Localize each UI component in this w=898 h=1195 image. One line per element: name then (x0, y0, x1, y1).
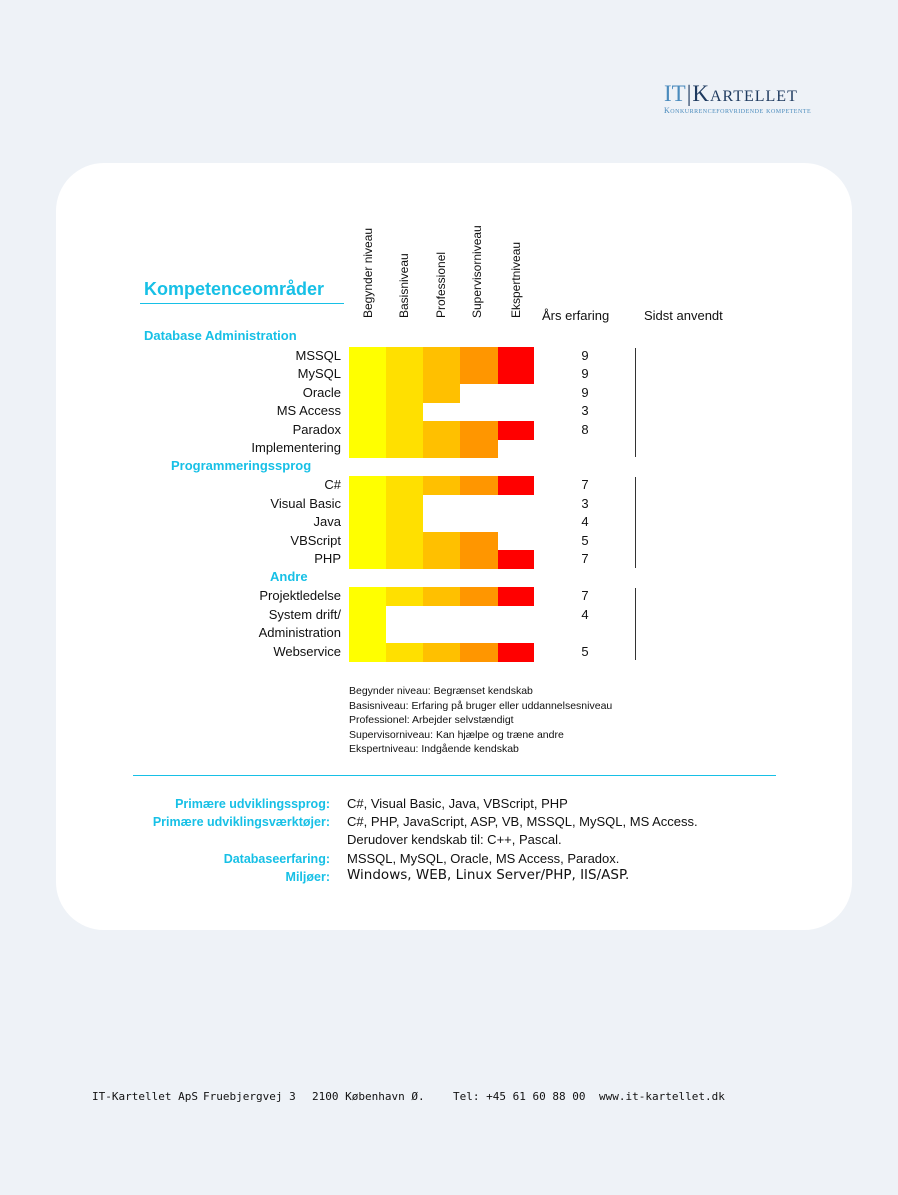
skill-level-bar (349, 513, 386, 532)
level-legend (349, 684, 612, 757)
skill-level-bar (386, 421, 423, 440)
skill-level-bar (460, 587, 498, 606)
skill-label: Visual Basic (270, 495, 341, 511)
group-heading: Andre (270, 568, 308, 584)
years-value: 7 (581, 551, 589, 566)
skill-level-bar (386, 532, 423, 551)
skill-label: MS Access (276, 403, 341, 418)
skill-level-bar (349, 365, 386, 384)
skill-level-bar (498, 365, 534, 384)
database-value: MSSQL, MySQL, Oracle, MS Access, Paradox. (347, 851, 620, 866)
skill-level-bar (460, 421, 498, 440)
skill-level-bar (423, 365, 460, 384)
level-header-5: Ekspertniveau (509, 241, 523, 318)
title-underline (140, 303, 344, 304)
skill-level-bar (423, 587, 460, 606)
skill-level-bar (349, 643, 386, 662)
legend-item: Begynder niveau: Begrænset kendskab (349, 685, 533, 697)
languages-label: Primære udviklingssprog: (175, 797, 330, 811)
tools-value: C#, PHP, JavaScript, ASP, VB, MSSQL, MySQL, MS Access. (347, 814, 698, 829)
skill-label: MySQL (297, 366, 341, 381)
environments-value: Windows, WEB, Linux Server/PHP, IIS/ASP. (347, 867, 630, 883)
level-header-1: Begynder niveau (361, 227, 375, 318)
skill-level-bar (386, 384, 423, 403)
years-value: 9 (581, 347, 589, 363)
years-value: 3 (581, 403, 589, 418)
skill-level-bar (386, 513, 423, 532)
environments-label: Miljøer: (285, 870, 330, 884)
footer-phone: Tel: +45 61 60 88 00 (453, 1090, 586, 1103)
skill-label: Projektledelse (259, 588, 341, 603)
skill-label: System drift/ (268, 606, 341, 622)
group-heading: Programmeringssprog (171, 457, 312, 473)
skill-level-bar (498, 347, 534, 366)
skill-level-bar (386, 439, 423, 458)
skill-label: MSSQL (295, 347, 341, 363)
skill-level-bar (498, 421, 534, 440)
skill-level-bar (460, 550, 498, 569)
skill-level-bar (349, 624, 386, 643)
skill-level-bar (498, 476, 534, 495)
company-logo: IT|Kartellet Konkurrenceforvridende kompetente (664, 82, 864, 115)
skill-level-bar (349, 587, 386, 606)
logo-tagline: Konkurrenceforvridende kompetente (664, 106, 812, 115)
tools-label: Primære udviklingsværktøjer: (152, 815, 330, 829)
skill-level-bar (460, 365, 498, 384)
skill-label: Webservice (273, 643, 341, 659)
skill-level-bar (460, 643, 498, 662)
skill-label: Java (313, 514, 341, 529)
skill-level-bar (423, 421, 460, 440)
skill-label: PHP (314, 551, 341, 566)
skill-level-bar (386, 476, 423, 495)
level-header-3: Professionel (434, 251, 448, 318)
skill-level-bar (460, 347, 498, 366)
skill-level-bar (498, 587, 534, 606)
years-value: 9 (581, 366, 589, 381)
footer-website[interactable]: www.it-kartellet.dk (599, 1090, 725, 1103)
level-header-4: Supervisorniveau (470, 225, 484, 318)
legend-item: Supervisorniveau: Kan hjælpe og træne andre (349, 728, 564, 741)
skill-level-bar (349, 495, 386, 514)
footer-city: 2100 København Ø. (312, 1090, 425, 1103)
skill-label: VBScript (290, 532, 341, 548)
years-value: 5 (581, 532, 589, 548)
skill-label: Paradox (292, 421, 341, 437)
skill-level-bar (423, 384, 460, 403)
skill-level-bar (423, 476, 460, 495)
last-used-header: Sidst anvendt (644, 308, 723, 323)
skill-level-bar (349, 402, 386, 421)
skill-level-bar (386, 402, 423, 421)
database-label: Databaseerfaring: (223, 852, 330, 866)
years-value: 9 (581, 384, 589, 400)
legend-item: Basisniveau: Erfaring på bruger eller uddannelsesniveau (349, 699, 613, 712)
skill-level-bar (349, 347, 386, 366)
skill-level-bar (423, 550, 460, 569)
years-value: 4 (581, 606, 589, 622)
skill-label: Administration (258, 625, 341, 640)
skill-level-bar (498, 643, 534, 662)
skill-level-bar (423, 439, 460, 458)
level-header-2: Basisniveau (397, 253, 411, 318)
languages-value: C#, Visual Basic, Java, VBScript, PHP (347, 796, 568, 811)
skill-level-bar (423, 643, 460, 662)
skill-level-bar (349, 476, 386, 495)
skill-level-bar (460, 476, 498, 495)
skill-level-bar (386, 587, 423, 606)
legend-item: Ekspertniveau: Indgående kendskab (349, 743, 519, 755)
skill-level-bar (460, 439, 498, 458)
footer-street: Fruebjergvej 3 (203, 1090, 296, 1103)
skill-level-bar (460, 532, 498, 551)
tools-value-extra: Derudover kendskab til: C++, Pascal. (347, 832, 562, 847)
skill-level-bar (386, 643, 423, 662)
years-value: 7 (581, 588, 589, 603)
group-heading: Database Administration (144, 328, 297, 343)
column-divider (635, 588, 636, 660)
skill-level-bar (349, 532, 386, 551)
skill-label: C# (324, 477, 341, 492)
skill-level-bar (349, 384, 386, 403)
skill-level-bar (386, 347, 423, 366)
skill-level-bar (423, 347, 460, 366)
column-divider (635, 348, 636, 457)
footer-company: IT-Kartellet ApS (92, 1090, 198, 1103)
skill-level-bar (386, 550, 423, 569)
skill-level-bar (349, 550, 386, 569)
skill-level-bar (349, 439, 386, 458)
section-title: Kompetenceområder (144, 279, 325, 299)
years-value: 8 (581, 421, 589, 437)
years-value: 3 (581, 495, 589, 511)
skill-level-bar (386, 495, 423, 514)
skill-level-bar (349, 606, 386, 625)
column-divider (635, 477, 636, 568)
skill-label: Oracle (302, 384, 341, 400)
divider (133, 775, 776, 776)
skill-level-bar (423, 532, 460, 551)
skill-level-bar (498, 550, 534, 569)
years-value: 5 (581, 643, 589, 659)
skill-label: Implementering (251, 440, 341, 455)
legend-item: Professionel: Arbejder selvstændigt (349, 714, 514, 726)
years-value: 7 (581, 477, 589, 492)
skill-level-bar (349, 421, 386, 440)
skill-level-bar (386, 365, 423, 384)
years-header: Års erfaring (542, 308, 610, 323)
years-value: 4 (581, 514, 589, 529)
